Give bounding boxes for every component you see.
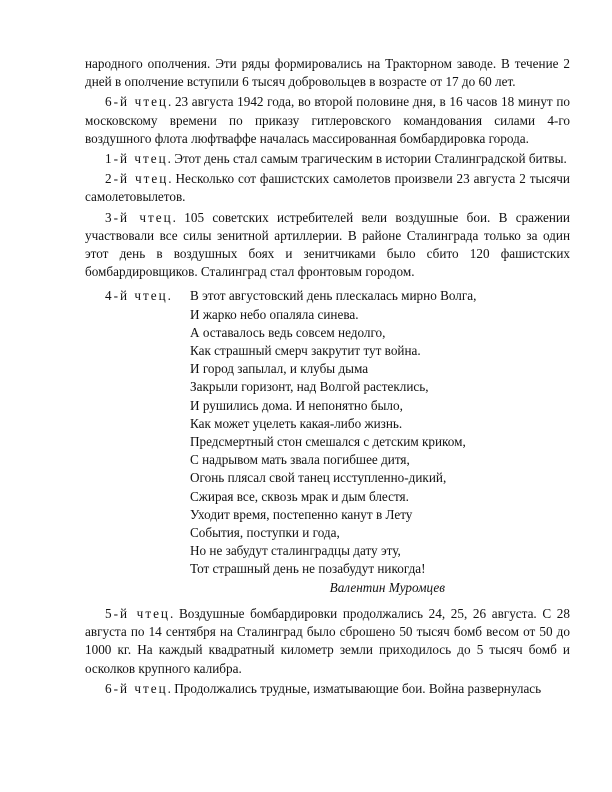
poem-line: Закрыли горизонт, над Волгой растеклись, <box>190 379 429 395</box>
poem-author: Валентин Муромцев <box>329 579 445 595</box>
paragraph-text: . Этот день стал самым трагическим в истории Сталинградской битвы. <box>167 151 567 167</box>
paragraph-reader-3 <box>85 209 570 282</box>
poem-line: И жарко небо опаляла синева. <box>190 306 359 322</box>
speaker-label: 2-й чтец <box>105 171 169 187</box>
poem-line: И город запылал, и клубы дыма <box>190 361 369 377</box>
poem-line: Как может уцелеть какая-либо жизнь. <box>190 415 403 431</box>
speaker-label: 5-й чтец <box>105 605 170 621</box>
poem-line: Сжирая все, сквозь мрак и дым блестя. <box>190 488 409 504</box>
paragraph-text: . Несколько сот фашистских самолетов произвели 23 августа 2 тысячи самолетовылетов. <box>85 171 570 205</box>
paragraph-reader-2 <box>85 170 570 206</box>
speaker-label: 6-й чтец <box>105 680 168 696</box>
paragraph-reader-6-continued <box>85 680 570 698</box>
poem-line: В этот августовский день плескалась мирно Волга, <box>190 288 477 304</box>
poem-line: И рушились дома. И непонятно было, <box>190 397 403 413</box>
paragraph-reader-1 <box>85 150 570 168</box>
paragraph-text: народного ополчения. Эти ряды формировались на Тракторном заводе. В течение 2 дней в ополчение вступили 6 тысяч добровольцев в возрасте от 17 до 60 лет. <box>85 56 570 90</box>
poem-line: Тот страшный день не позабудут никогда! <box>190 561 426 577</box>
poem-line: Уходит время, постепенно канут в Лету <box>190 506 413 522</box>
poem-line: Предсмертный стон смешался с детским криком, <box>190 434 466 450</box>
speaker-label: 3-й чтец <box>105 209 173 225</box>
paragraph-militia <box>85 55 570 91</box>
poem-speaker-label: 4-й чтец. <box>105 288 173 304</box>
speaker-label: 1-й чтец <box>105 151 168 167</box>
paragraph-reader-6 <box>85 93 570 148</box>
poem-line: Как страшный смерч закрутит тут война. <box>190 343 421 359</box>
poem-line: А оставалось ведь совсем недолго, <box>190 324 386 340</box>
poem-lines <box>190 287 570 578</box>
paragraph-text: . 23 августа 1942 года, во второй половине дня, в 16 часов 18 минут по московскому времени по приказу гитлеровского командования силами 4-го воздушного флота люфтваффе началась массированная бомбардировка города. <box>85 94 570 146</box>
speaker-label: 6-й чтец <box>105 94 168 110</box>
poem-line: События, поступки и года, <box>190 525 340 541</box>
paragraph-text: . Воздушные бомбардировки продолжались 24, 25, 26 августа. С 28 августа по 14 сентября на Сталинград было сброшено 50 тысяч бомб весом от 50 до 1000 кг. На каждый квадратный километр земли приходилось до 5 тысяч бомб и осколков крупного калибра. <box>85 605 570 676</box>
poem-line: Но не забудут сталинградцы дату эту, <box>190 543 401 559</box>
poem-line: С надрывом мать звала погибшее дитя, <box>190 452 410 468</box>
paragraph-reader-5 <box>85 605 570 678</box>
poem-line: Огонь плясал свой танец исступленно-дикий, <box>190 470 447 486</box>
paragraph-text: . 105 советских истребителей вели воздушные бои. В сражении участвовали все силы зенитной артиллерии. В районе Сталинграда только за один этот день в воздушных боях и зенитчиками было сбито 120 фашистских бомбардировщиков. Сталинград стал фронтовым городом. <box>85 209 570 280</box>
document-page <box>85 55 570 698</box>
poem <box>85 287 570 596</box>
paragraph-text: . Продолжались трудные, изматывающие бои. Война развернулась <box>167 680 542 696</box>
